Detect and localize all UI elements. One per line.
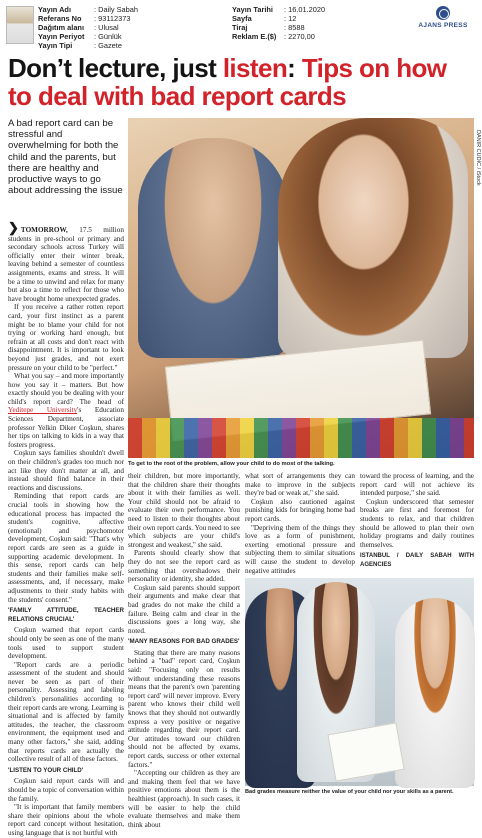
paragraph: If you receive a rather rotten report card, your first instinct as a parent might be to blame your child for not trying or working hard enough, but refrain at all costs and don't react with disappointment. It is important to look beyond just grades, and not exert pressure on your child to be "perfect." bbox=[8, 303, 124, 372]
clipping-header bbox=[0, 0, 482, 50]
secondary-photo bbox=[245, 578, 474, 786]
globe-icon bbox=[436, 6, 450, 20]
article-column-1 bbox=[8, 220, 124, 838]
info-row: Reklam E.($) : 2270,00 bbox=[232, 32, 315, 41]
info-row: Yayın Periyot : Günlük bbox=[38, 32, 122, 41]
paragraph: What you say – and more importantly how you say it – matters. But how exactly should you be dealing with your child's report card? The head of Yeditepe University's Education Sciences Department, associate professor Yelkin Diker Coşkun, shares her tips on talking to kids in a way that fosters progress. bbox=[8, 372, 124, 449]
info-row: Sayfa : 12 bbox=[232, 14, 297, 23]
info-row: Referans No : 93112373 bbox=[38, 14, 131, 23]
article-column-4 bbox=[360, 472, 474, 570]
main-photo bbox=[128, 118, 474, 458]
photo-credit: DANIR CUDIC / iStock bbox=[475, 130, 481, 186]
paragraph: toward the process of learning, and the report card will not achieve its intended purpose," she said. bbox=[360, 472, 474, 498]
info-row: Yayın Tipi : Gazete bbox=[38, 41, 122, 50]
byline: ISTANBUL / DAILY SABAH WITH AGENCIES bbox=[360, 553, 474, 568]
paragraph: Coşkun warned that report cards should only be seen as one of the many tools used to support student development. bbox=[8, 626, 124, 661]
photo-figure-child bbox=[395, 598, 475, 788]
paragraph: Coşkun also cautioned against punishing kids for bringing home bad report cards. bbox=[245, 497, 355, 523]
paragraph: their children, but more importantly, that the children share their thoughts about it with their families as well. Your child should not be afraid to evaluate their own performance. You need to listen to their thoughts about their own report cards. You need to see which subjects are your child's strongest and weakest," she said. bbox=[128, 472, 240, 549]
subheading: 'FAMILY ATTITUDE, TEACHER RELATIONS CRUCIAL' bbox=[8, 607, 124, 623]
photo-caption: To get to the root of the problem, allow your child to do most of the talking. bbox=[128, 461, 335, 467]
paragraph: Coşkun said parents should support their arguments and make clear that bad grades do not make the child a failure. Being calm and clear in the discussions goes a long way, she noted. bbox=[128, 583, 240, 635]
subheading: 'MANY REASONS FOR BAD GRADES' bbox=[128, 638, 240, 646]
paragraph: "Depriving them of the things they love as a form of punishment, exerting emotional pressure and subjecting them to similar situations will cause the student to develop negative attitudes bbox=[245, 523, 355, 575]
deck: A bad report card can be stressful and overwhelming for both the child and the parents, but there are healthy and productive ways to go about addressing the issue bbox=[8, 118, 123, 197]
info-row: Yayın Tarihi : 16.01.2020 bbox=[232, 5, 326, 14]
article-column-2 bbox=[128, 472, 240, 829]
info-row: Tiraj : 8588 bbox=[232, 23, 305, 32]
paragraph: Parents should clearly show that they do not see the report card as something that overshadows their personality or identity, she added. bbox=[128, 549, 240, 584]
subheading: 'LISTEN TO YOUR CHILD' bbox=[8, 766, 84, 774]
paragraph: "Report cards are a periodic assessment of the student and should never be seen as part of their personality. Assessing and labeling children's personalities according to their report cards are wrong. Learning is situational and is affected by family attitudes, the teacher, the classroom environment, the equipment used and many other factors," she said, adding that reports cards are actually the collective result of all of these factors. bbox=[8, 660, 124, 764]
photo-figure-boy bbox=[138, 138, 288, 358]
paragraph: "Accepting our children as they are and making them feel that we have positive emotions about them is the healthiest (approach). In such cases, it will be easier to help the child evaluate themselves and make them think about bbox=[128, 769, 240, 829]
paragraph: Coşkun underscored that semester breaks are first and foremost for students to relax, and that children should be allowed to plan their own holiday programs and daily routines themselves. bbox=[360, 497, 474, 549]
article-column-3 bbox=[245, 472, 355, 575]
photo-pencils bbox=[128, 418, 474, 458]
university-link[interactable]: Yeditepe University bbox=[8, 406, 78, 415]
paragraph: Reminding that report cards are crucial tools in showing how the educational process has impacted the student's cognitive, affective (emotional) and psychomotor development, Coşkun said: "That's why report cards are seen as a guide in supporting academic development. In this sense, report cards can help students and their families make self-assessments, and, if necessary, make adjustments to their study habits with the students' consent." bbox=[8, 492, 124, 604]
photo-figure-girl bbox=[278, 118, 468, 358]
headline: Don’t lecture, just listen: Tips on how to deal with bad report cards bbox=[8, 53, 447, 111]
paragraph: Stating that there are many reasons behind a "bad" report card, Coşkun said: "Focusing only on results without understanding these reasons means that the parent's own 'parenting report card' will never improve. Every parent who knows their child well knows that they should not outwardly express a very positive or negative attitude regarding their report card. Our attitudes toward our children should not be affected by exams, report cards, success or other external factors." bbox=[128, 648, 240, 769]
page-thumbnail bbox=[6, 6, 34, 44]
paragraph: Coşkun said report cards will and should be a topic of conversation within the family. bbox=[8, 777, 124, 803]
publication-info bbox=[38, 5, 138, 50]
info-row: Yayın Adı : Daily Sabah bbox=[38, 5, 138, 14]
info-row: Dağıtım alanı : Ulusal bbox=[38, 23, 119, 32]
publication-stats bbox=[232, 5, 325, 41]
chevron-right-icon: ❯ bbox=[8, 220, 19, 235]
photo-caption: Bad grades measure neither the value of your child nor your skills as a parent. bbox=[245, 789, 454, 795]
ajans-press-logo: AJANS PRESS bbox=[412, 6, 474, 32]
paragraph: ❯ TOMORROW, 17.5 million students in pre-school or primary and secondary schools across Turkey will officially enter their winter break, leaving behind a semester of countless assignments, exams and stress. It will be a time to unwind and relax for many but also a time to reflect for those who have brought home unexpected grades. bbox=[8, 220, 124, 303]
paragraph: what sort of arrangements they can make to improve in the subjects they're bad or weak at," she said. bbox=[245, 472, 355, 498]
paragraph: "It is important that family members share their opinions about the whole report card concept without hesitation, using language that is not hurtful with bbox=[8, 803, 124, 837]
paragraph: Coşkun says families shouldn't dwell on their children's grades too much nor act like they don't matter at all, and instead should find balance in their reactions and discussions. bbox=[8, 449, 124, 492]
